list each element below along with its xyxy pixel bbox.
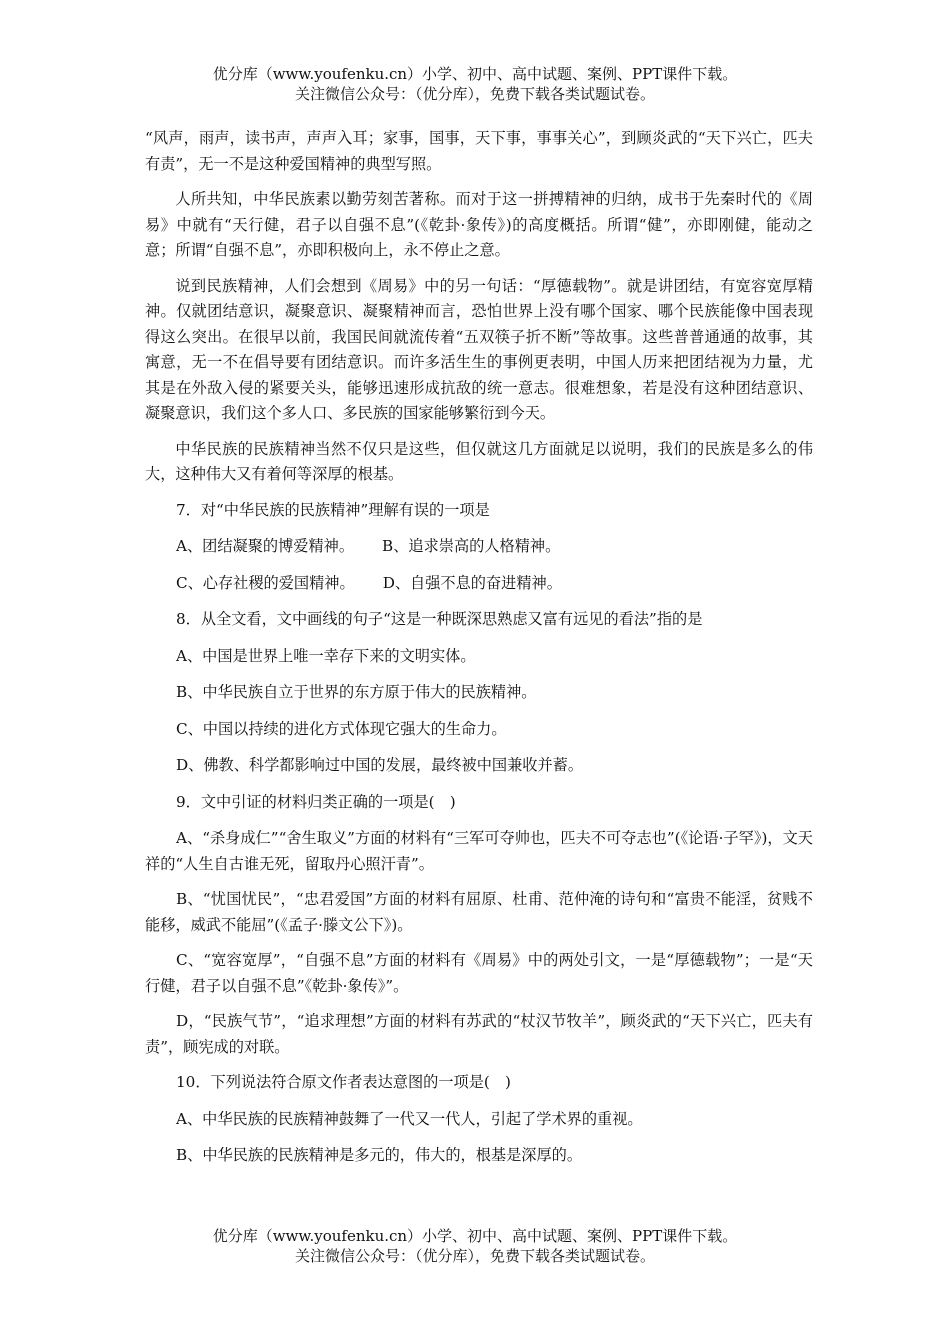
question-8-option-d: D、佛教、科学都影响过中国的发展，最终被中国兼收并蓄。 bbox=[176, 756, 584, 774]
header-line-1: 优分库（www.youfenku.cn）小学、初中、高中试题、案例、PPT课件下载。 bbox=[212, 65, 738, 83]
question-10 bbox=[145, 1070, 813, 1169]
question-9-option-d: D，“民族气节”，“追求理想”方面的材料有苏武的“杖汉节牧羊”，顾炎武的“天下兴亡，匹夫有责”，顾宪成的对联。 bbox=[145, 1012, 813, 1056]
question-7-option-d: D、自强不息的奋进精神。 bbox=[382, 573, 562, 592]
question-9-option-c: C、“宽容宽厚”，“自强不息”方面的材料有《周易》中的两处引文，一是“厚德载物”；一是“天行健，君子以自强不息”《乾卦·象传》”。 bbox=[145, 951, 813, 995]
question-10-option-a: A、中华民族的民族精神鼓舞了一代又一代人，引起了学术界的重视。 bbox=[176, 1109, 643, 1128]
question-7-option-c: C、心存社稷的爱国精神。 bbox=[176, 573, 355, 592]
question-7-option-b: B、追求崇高的人格精神。 bbox=[382, 537, 561, 555]
question-7-options-cd bbox=[145, 571, 813, 597]
passage-paragraph-4: 中华民族的民族精神当然不仅只是这些，但仅就这几方面就足以说明，我们的民族是多么的伟大，这种伟大又有着何等深厚的根基。 bbox=[145, 439, 813, 483]
question-7-option-a: A、团结凝聚的博爱精神。 bbox=[176, 537, 355, 555]
question-10-option-b: B、中华民族的民族精神是多元的，伟大的，根基是深厚的。 bbox=[176, 1146, 583, 1164]
question-8 bbox=[145, 607, 813, 779]
question-9-option-a: A、“杀身成仁”“舍生取义”方面的材料有“三军可夺帅也，匹夫不可夺志也”(《论语·子罕》)，文天祥的“人生自古谁无死，留取丹心照汗青”。 bbox=[145, 829, 813, 873]
question-7-options-ab bbox=[145, 534, 813, 560]
question-9-stem: 9．文中引证的材料归类正确的一项是( ) bbox=[176, 792, 456, 811]
question-8-option-a: A、中国是世界上唯一幸存下来的文明实体。 bbox=[176, 646, 476, 665]
question-9-option-b: B、“忧国忧民”，“忠君爱国”方面的材料有屈原、杜甫、范仲淹的诗句和“富贵不能淫，贫贱不能移，威武不能屈”(《孟子·滕文公下》)。 bbox=[145, 890, 813, 934]
passage-paragraph-2: 人所共知，中华民族素以勤劳刻苦著称。而对于这一拼搏精神的归纳，成书于先秦时代的《周易》中就有“天行健，君子以自强不息”(《乾卦·象传》)的高度概括。所谓“健”，亦即刚健，能动之意；所谓“自强不息”，亦即积极向上，永不停止之意。 bbox=[145, 190, 813, 259]
footer-line-1: 优分库（www.youfenku.cn）小学、初中、高中试题、案例、PPT课件下载。 bbox=[212, 1227, 738, 1245]
question-9 bbox=[145, 790, 813, 1061]
question-10-stem: 10．下列说法符合原文作者表达意图的一项是( ) bbox=[176, 1073, 511, 1091]
document-body bbox=[145, 126, 813, 1180]
question-8-option-c: C、中国以持续的进化方式体现它强大的生命力。 bbox=[176, 719, 507, 738]
page-header bbox=[0, 64, 950, 104]
footer-line-2: 关注微信公众号：（优分库），免费下载各类试题试卷。 bbox=[294, 1247, 655, 1265]
header-line-2: 关注微信公众号：（优分库），免费下载各类试题试卷。 bbox=[294, 85, 655, 103]
question-8-stem: 8．从全文看，文中画线的句子“这是一种既深思熟虑又富有远见的看法”指的是 bbox=[176, 610, 703, 628]
passage-paragraph-1: “风声，雨声，读书声，声声入耳；家事，国事，天下事，事事关心”，到顾炎武的“天下兴亡，匹夫有责”，无一不是这种爱国精神的典型写照。 bbox=[145, 129, 813, 173]
page-footer bbox=[0, 1226, 950, 1266]
question-8-option-b: B、中华民族自立于世界的东方原于伟大的民族精神。 bbox=[176, 683, 537, 701]
question-7-stem: 7．对“中华民族的民族精神”理解有误的一项是 bbox=[176, 500, 490, 519]
passage-paragraph-3: 说到民族精神，人们会想到《周易》中的另一句话：“厚德载物”。就是讲团结，有宽容宽厚精神。仅就团结意识，凝聚意识、凝聚精神而言，恐怕世界上没有哪个国家、哪个民族能像中国表现得这么突出。在很早以前，我国民间就流传着“五双筷子折不断”等故事。这些普普通通的故事，其寓意，无一不在倡导要有团结意识。而许多活生生的事例更表明，中国人历来把团结视为力量，尤其是在外敌入侵的紧要关头，能够迅速形成抗敌的统一意志。很难想象，若是没有这种团结意识、凝聚意识，我们这个多人口、多民族的国家能够繁衍到今天。 bbox=[145, 276, 813, 422]
question-7 bbox=[145, 498, 813, 597]
